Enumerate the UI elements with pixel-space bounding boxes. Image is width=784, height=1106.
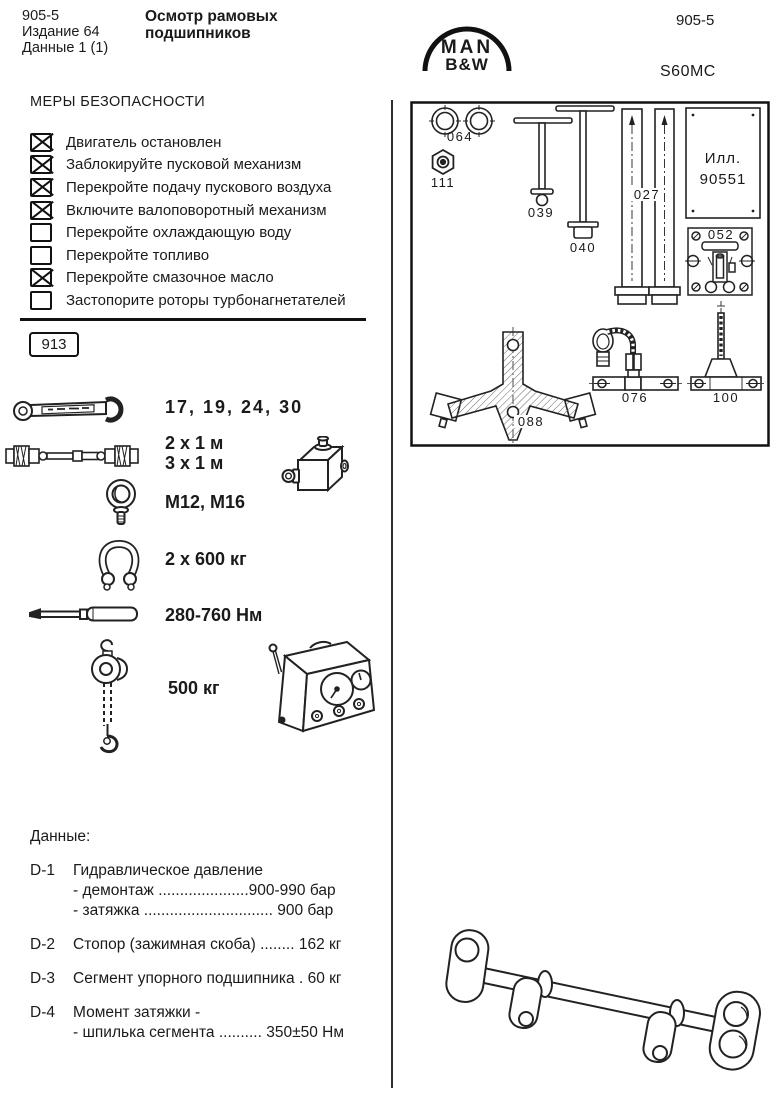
- safety-label: Двигатель остановлен: [66, 133, 222, 151]
- part-label-076: 076: [621, 390, 649, 405]
- safety-row: [30, 244, 346, 267]
- data-item-line: Сегмент упорного подшипника . 60 кг: [73, 970, 342, 987]
- torque-wrench-icon: [28, 599, 140, 629]
- hydraulic-pump-icon: [255, 634, 380, 736]
- illustration-label: Илл.: [704, 150, 742, 167]
- safety-heading: МЕРЫ БЕЗОПАСНОСТИ: [30, 94, 206, 110]
- safety-label: Перекройте подачу пускового воздуха: [66, 178, 332, 196]
- data-item-line: Момент затяжки -: [73, 1004, 201, 1021]
- wrench-spec: 17, 19, 24, 30: [165, 397, 304, 417]
- page-title: [145, 8, 278, 42]
- safety-checklist: [30, 131, 346, 312]
- safety-row: [30, 221, 346, 244]
- checkbox-shut-fuel[interactable]: [30, 246, 52, 265]
- tool-code-box: [29, 332, 79, 357]
- logo-text-bw: B&W: [445, 55, 489, 74]
- part-label-100: 100: [712, 390, 740, 405]
- tool-plate-diagram: [410, 101, 770, 447]
- checkbox-block-starting-mechanism[interactable]: [30, 155, 52, 174]
- safety-row: [30, 131, 346, 154]
- shackle-icon: [96, 537, 142, 591]
- eye-bolt-icon: [103, 477, 139, 537]
- data-heading: Данные:: [30, 828, 91, 845]
- safety-label: Застопорите роторы турбонагнетателей: [66, 291, 346, 309]
- checkbox-lock-turbocharger-rotors[interactable]: [30, 291, 52, 310]
- sling-icon: [4, 440, 140, 470]
- edition: Издание 64: [22, 24, 100, 40]
- data-item-id: D-1: [30, 862, 55, 879]
- page-title-line1: Осмотр рамовых: [145, 8, 278, 25]
- data-item-line: - шпилька сегмента .......... 350±50 Нм: [73, 1024, 344, 1041]
- checkbox-shut-lube-oil[interactable]: [30, 268, 52, 287]
- safety-row: [30, 154, 346, 177]
- sling-spec-1: 2 x 1 м: [165, 433, 224, 453]
- page-title-line2: подшипников: [145, 25, 251, 42]
- checkbox-engine-stopped[interactable]: [30, 133, 52, 152]
- sling-spec-2: 3 x 1 м: [165, 453, 224, 473]
- data-item-id: D-3: [30, 970, 55, 987]
- chain-hoist-spec: 500 кг: [168, 678, 220, 698]
- part-label-040: 040: [569, 240, 597, 255]
- part-label-027: 027: [633, 187, 661, 202]
- safety-label: Перекройте топливо: [66, 246, 210, 264]
- part-label-052: 052: [707, 227, 735, 242]
- safety-row: [30, 267, 346, 290]
- doc-number-right: 905-5: [676, 12, 715, 29]
- data-item-line: Стопор (зажимная скоба) ........ 162 кг: [73, 936, 342, 953]
- wrench-icon: [12, 392, 132, 426]
- column-divider: [391, 100, 393, 1088]
- man-bw-logo-icon: [417, 10, 517, 74]
- header-left-block: [22, 8, 108, 56]
- data-item-id: D-2: [30, 936, 55, 953]
- safety-label: Перекройте охлаждающую воду: [66, 224, 292, 242]
- shackle-spec: 2 x 600 кг: [165, 549, 247, 569]
- chain-hoist-icon: [82, 638, 144, 756]
- crossbar-tool-drawing: [445, 918, 775, 1088]
- part-label-088: 088: [517, 414, 545, 429]
- eye-bolt-spec: М12, М16: [165, 492, 246, 512]
- part-label-111: 111: [430, 175, 456, 190]
- part-label-064: 064: [446, 129, 474, 144]
- safety-row: [30, 289, 346, 312]
- safety-label: Включите валоповоротный механизм: [66, 201, 327, 219]
- logo-text-man: MAN: [440, 37, 494, 58]
- checkbox-shut-cooling-water[interactable]: [30, 223, 52, 242]
- data-item-line: - затяжка .............................. 900 бар: [73, 902, 334, 919]
- safety-row: [30, 176, 346, 199]
- safety-label: Перекройте смазочное масло: [66, 269, 274, 287]
- tool-code: 913: [41, 336, 67, 353]
- section-divider: [20, 318, 366, 321]
- hydraulic-connector-icon: [280, 436, 350, 498]
- doc-number: 905-5: [22, 8, 60, 24]
- safety-label: Заблокируйте пусковой механизм: [66, 156, 302, 174]
- illustration-number: 90551: [699, 171, 747, 188]
- data-item-line: Гидравлическое давление: [73, 862, 264, 879]
- data-item-line: - демонтаж .....................900-990 бар: [73, 882, 336, 899]
- checkbox-engage-turning-gear[interactable]: [30, 201, 52, 220]
- data-item-id: D-4: [30, 1004, 55, 1021]
- torque-wrench-spec: 280-760 Нм: [165, 605, 263, 625]
- safety-row: [30, 199, 346, 222]
- illustration-box: [686, 108, 760, 218]
- data-sheet: Данные 1 (1): [22, 40, 109, 56]
- engine-model: S60MC: [660, 63, 716, 80]
- part-label-039: 039: [527, 205, 555, 220]
- checkbox-shut-starting-air[interactable]: [30, 178, 52, 197]
